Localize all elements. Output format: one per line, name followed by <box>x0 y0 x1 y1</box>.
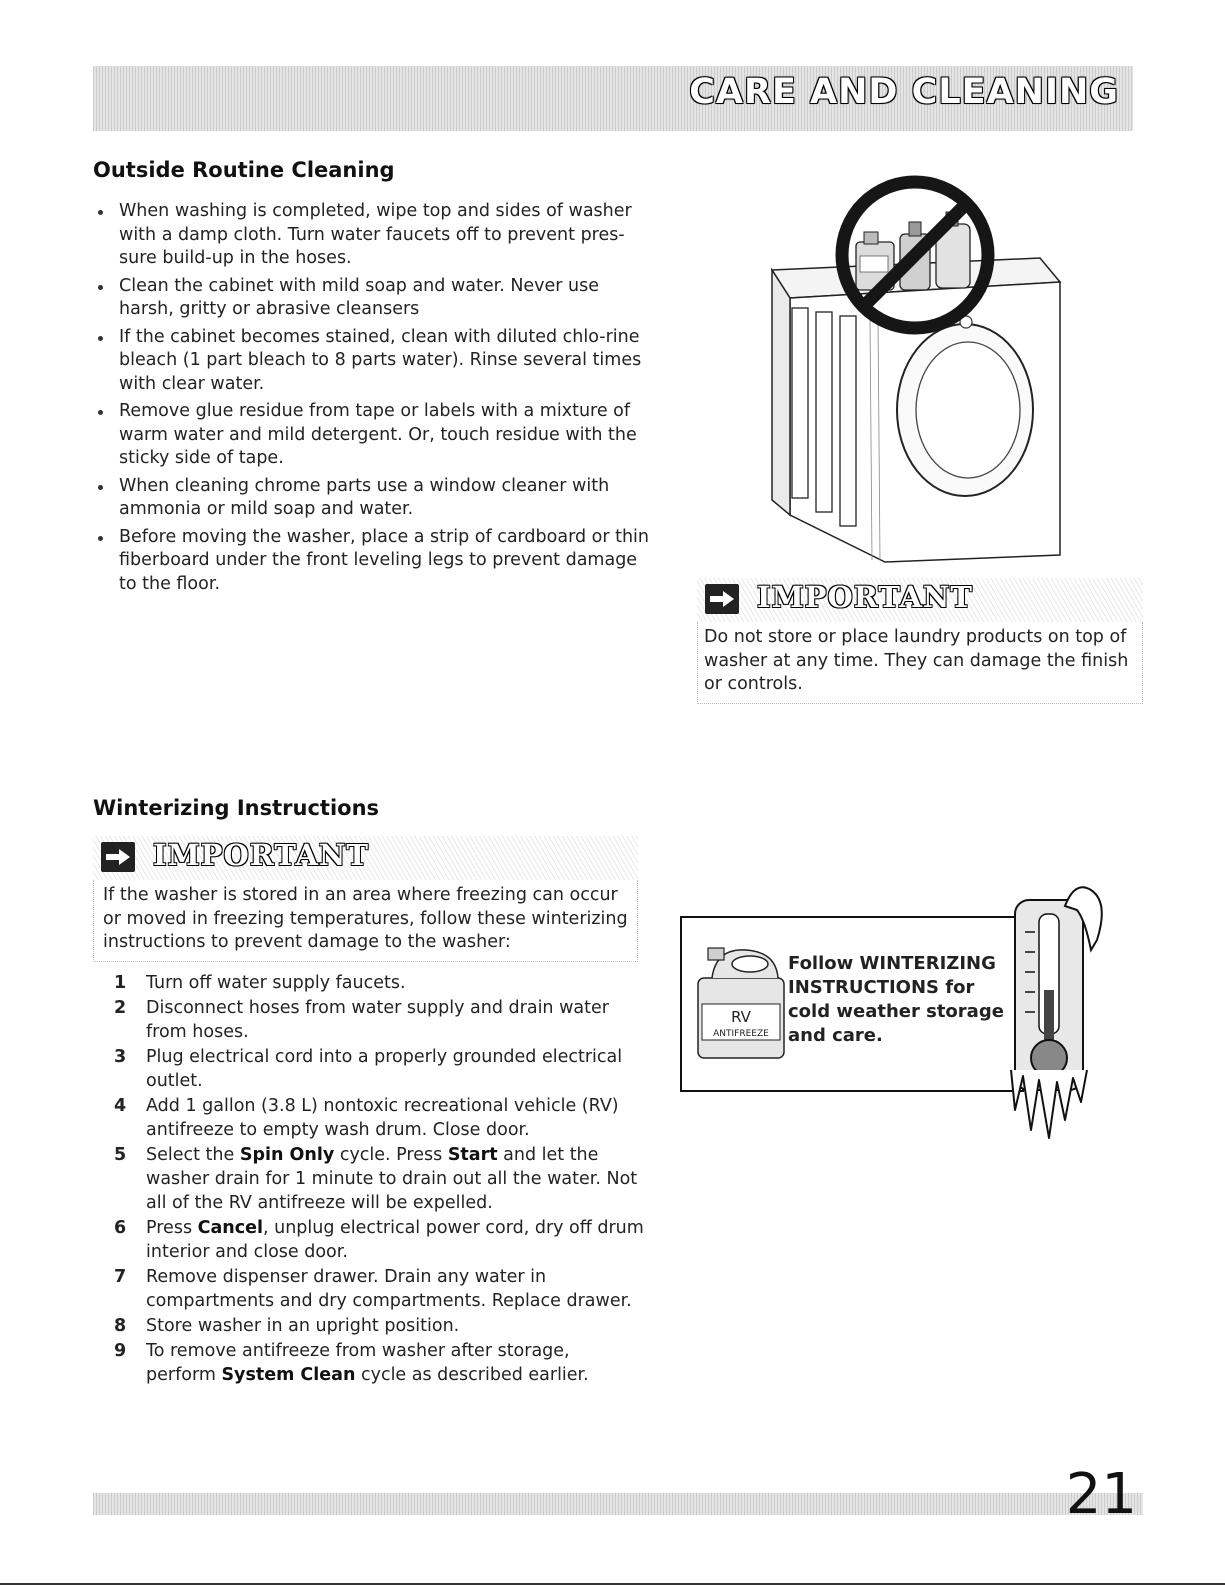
important-label: IMPORTANT <box>153 838 369 872</box>
arrow-right-icon <box>705 584 739 614</box>
arrow-right-icon <box>101 842 135 872</box>
list-item: When washing is completed, wipe top and sides of washer with a damp cloth. Turn water faucets off to prevent pres-sure build-up in the hoses. <box>92 200 652 271</box>
list-item: 9 To remove antifreeze from washer after storage, perform System Clean cycle as described earlier. <box>114 1341 589 1385</box>
jug-label-antifreeze: ANTIFREEZE <box>713 1029 769 1039</box>
bullet-icon <box>98 536 103 541</box>
bullet-icon <box>98 485 103 490</box>
list-item: Remove glue residue from tape or labels with a mixture of warm water and mild detergent. Or, touch residue with the sticky side of tape. <box>92 400 652 471</box>
outside-cleaning-heading: Outside Routine Cleaning <box>93 158 395 182</box>
bullet-icon <box>98 285 103 290</box>
important-text-winterizing: If the washer is stored in an area where freezing can occur or moved in freezing temperatures, follow these winterizing instructions to prevent damage to the washer: <box>93 880 638 962</box>
winterizing-steps <box>114 971 644 1388</box>
list-item: When cleaning chrome parts use a window cleaner with ammonia or mild soap and water. <box>92 475 652 522</box>
antifreeze-jug-icon <box>694 942 790 1062</box>
list-item: 5 Select the Spin Only cycle. Press Start and let the washer drain for 1 minute to drain out all the water. Not all of the RV antifreeze will be expelled. <box>114 1145 638 1213</box>
important-banner-top <box>697 578 1143 622</box>
list-item: 3 Plug electrical cord into a properly grounded electrical outlet. <box>114 1047 623 1091</box>
outside-cleaning-list <box>92 200 652 600</box>
bullet-icon <box>98 410 103 415</box>
frozen-thermometer-icon <box>1005 880 1115 1142</box>
list-item: Before moving the washer, place a strip of cardboard or thin fiberboard under the front leveling legs to prevent damage to the floor. <box>92 526 652 597</box>
washer-no-products-illustration <box>760 170 1090 575</box>
winterizing-heading: Winterizing Instructions <box>93 796 380 820</box>
bullet-icon <box>98 336 103 341</box>
important-label: IMPORTANT <box>757 580 973 614</box>
list-item: 7 Remove dispenser drawer. Drain any water in compartments and dry compartments. Replace drawer. <box>114 1267 632 1311</box>
bullet-icon <box>98 210 103 215</box>
section-header-band <box>93 66 1133 131</box>
list-item: 6 Press Cancel, unplug electrical power cord, dry off drum interior and close door. <box>114 1218 644 1262</box>
important-text-top: Do not store or place laundry products on top of washer at any time. They can damage the finish or controls. <box>697 622 1143 704</box>
section-title: CARE AND CLEANING <box>689 72 1119 112</box>
list-item: 2 Disconnect hoses from water supply and drain water from hoses. <box>114 998 609 1042</box>
list-item: If the cabinet becomes stained, clean with diluted chlo-rine bleach (1 part bleach to 8 parts water). Rinse several times with clear water. <box>92 326 652 397</box>
winterizing-callout-text: Follow WINTERIZING INSTRUCTIONS for cold weather storage and care. <box>788 953 1004 1046</box>
jug-label-rv: RV <box>731 1008 751 1026</box>
list-item: 4 Add 1 gallon (3.8 L) nontoxic recreational vehicle (RV) antifreeze to empty wash drum. Close door. <box>114 1096 619 1140</box>
footer-band <box>93 1493 1143 1515</box>
list-item: Clean the cabinet with mild soap and water. Never use harsh, gritty or abrasive cleansers <box>92 275 652 322</box>
winterizing-callout <box>680 916 1024 1092</box>
list-item: 8 Store washer in an upright position. <box>114 1316 460 1336</box>
list-item: 1 Turn off water supply faucets. <box>114 973 406 993</box>
page-number: 21 <box>1065 1462 1137 1527</box>
important-banner-winterizing <box>93 836 638 880</box>
